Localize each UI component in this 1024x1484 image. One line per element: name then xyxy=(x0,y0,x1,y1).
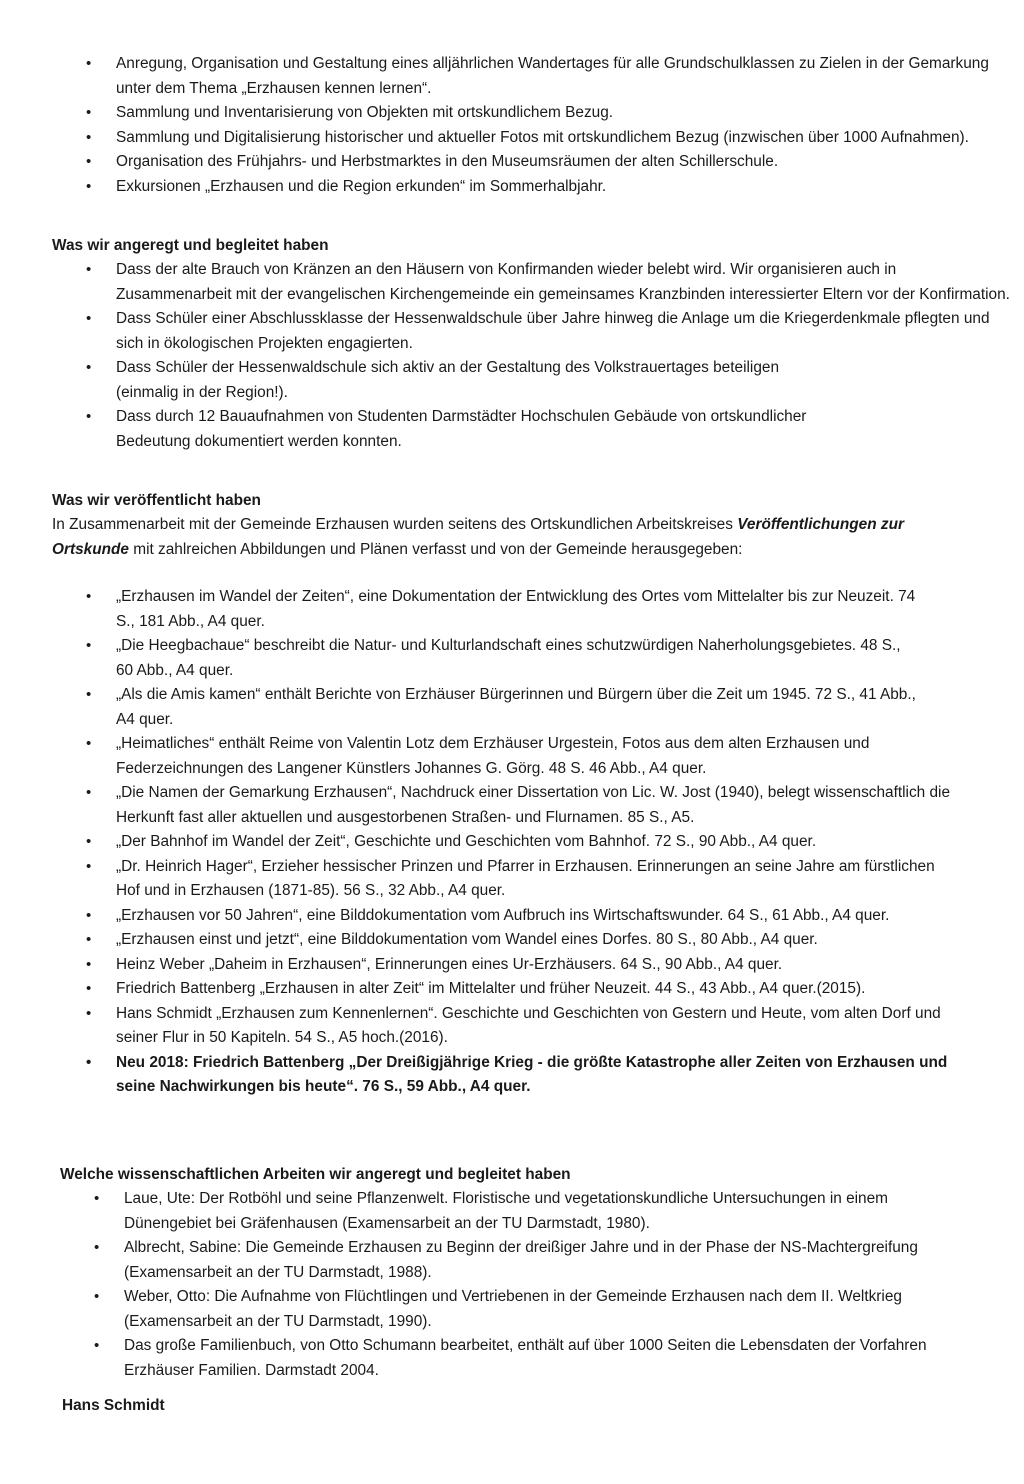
list-item: • Exkursionen „Erzhausen und die Region erkunden“ im Sommerhalbjahr. xyxy=(52,175,1012,200)
bullet-icon: • xyxy=(86,906,92,924)
list-item: • „Erzhausen im Wandel der Zeiten“, eine Dokumentation der Entwicklung des Ortes vom Mittelalter bis zur Neuzeit. 74 S., 181 Abb., A4 quer. xyxy=(52,585,962,634)
bullet-icon: • xyxy=(86,261,92,278)
bullet-icon: • xyxy=(86,588,92,605)
bullet-icon: • xyxy=(94,1239,100,1256)
list-item: • Organisation des Frühjahrs- und Herbstmarktes in den Museumsräumen der alten Schillerschule. xyxy=(52,150,1012,175)
bullet-icon: • xyxy=(94,1288,100,1305)
bullet-icon: • xyxy=(86,980,92,997)
series-title: Veröffentlichungen zur Ortskunde xyxy=(52,516,904,558)
list-item: • Friedrich Battenberg „Erzhausen in alter Zeit“ im Mittelalter und früher Neuzeit. 44 S., 43 Abb., A4 quer.(2015). xyxy=(52,977,962,1002)
list-item: • Dass Schüler einer Abschlussklasse der Hessenwaldschule über Jahre hinweg die Anlage um die Kriegerdenkmale pflegten und sich in ökologischen Projekten engagierten. xyxy=(52,307,1012,356)
list-item: • Anregung, Organisation und Gestaltung eines alljährlichen Wandertages für alle Grundschulklassen zu Zielen in der Gemarkung unter dem Thema „Erzhausen kennen lernen“. xyxy=(52,52,1012,101)
bullet-icon: • xyxy=(86,735,92,752)
bullet-icon: • xyxy=(86,1053,92,1071)
author-signature: Hans Schmidt xyxy=(62,1397,165,1414)
section-heading-wissenschaftlich: Welche wissenschaftlichen Arbeiten wir angeregt und begleitet haben xyxy=(60,1166,571,1183)
bullet-icon: • xyxy=(86,857,92,875)
list-item: • Dass der alte Brauch von Kränzen an den Häusern von Konfirmanden wieder belebt wird. Wir organisieren auch in Zusammenarbeit mit der evangelischen Kirchengemeinde ein gemeinsames Kranzbinden interessierter Eltern vor der Konfirmation. xyxy=(52,258,1012,307)
list-item: • „Heimatliches“ enthält Reime von Valentin Lotz dem Erzhäuser Urgestein, Fotos aus dem alten Erzhausen und Federzeichnungen des Langener Künstlers Johannes G. Görg. 48 S. 46 Abb., A4 quer. xyxy=(52,732,962,781)
list-item: • „Als die Amis kamen“ enthält Berichte von Erzhäuser Bürgerinnen und Bürgern über die Zeit um 1945. 72 S., 41 Abb., A4 quer. xyxy=(52,683,962,732)
bullet-icon: • xyxy=(86,784,92,801)
bullet-icon: • xyxy=(86,686,92,703)
list-item: • Sammlung und Digitalisierung historischer und aktueller Fotos mit ortskundlichem Bezug (inzwischen über 1000 Aufnahmen). xyxy=(52,126,1012,151)
bullet-icon: • xyxy=(86,104,92,121)
section-heading-veroeffentlicht: Was wir veröffentlicht haben xyxy=(52,492,261,509)
bullet-icon: • xyxy=(86,359,92,376)
list-item: • Heinz Weber „Daheim in Erzhausen“, Erinnerungen eines Ur-Erzhäusers. 64 S., 90 Abb., A4 quer. xyxy=(52,953,962,978)
list-item: • „Die Namen der Gemarkung Erzhausen“, Nachdruck einer Dissertation von Lic. W. Jost (1940), belegt wissenschaftlich die Herkunft fast aller aktuellen und ausgestorbenen Straßen- und Flurnamen. 85 S., A5. xyxy=(52,781,962,830)
list-item: • Dass durch 12 Bauaufnahmen von Studenten Darmstädter Hochschulen Gebäude von ortskundlicher Bedeutung dokumentiert werden konnten. xyxy=(52,405,1012,454)
supported-list xyxy=(52,258,1012,454)
publications-list xyxy=(52,585,962,1100)
bullet-icon: • xyxy=(86,833,92,850)
bullet-icon: • xyxy=(86,310,92,327)
bullet-icon: • xyxy=(94,1337,100,1354)
list-item: • „Erzhausen vor 50 Jahren“, eine Bilddokumentation vom Aufbruch ins Wirtschaftswunder. 64 S., 61 Abb., A4 quer. xyxy=(52,904,962,929)
research-list xyxy=(60,1187,960,1383)
list-item: • Hans Schmidt „Erzhausen zum Kennenlernen“. Geschichte und Geschichten von Gestern und Heute, vom alten Dorf und seiner Flur in 50 Kapiteln. 54 S., A5 hoch.(2016). xyxy=(52,1002,962,1051)
publications-intro: In Zusammenarbeit mit der Gemeinde Erzhausen wurden seitens des Ortskundlichen Arbeitskreises Veröffentlichungen zur Ortskunde mit zahlreichen Abbildungen und Plänen verfasst und von der Gemeinde herausgegeben: xyxy=(52,516,904,558)
list-item: • „Der Bahnhof im Wandel der Zeit“, Geschichte und Geschichten vom Bahnhof. 72 S., 90 Abb., A4 quer. xyxy=(52,830,962,855)
bullet-icon: • xyxy=(86,408,92,425)
list-item: • Sammlung und Inventarisierung von Objekten mit ortskundlichem Bezug. xyxy=(52,101,1012,126)
bullet-icon: • xyxy=(86,177,92,195)
activities-list xyxy=(52,52,1012,199)
list-item: • „Dr. Heinrich Hager“, Erzieher hessischer Prinzen und Pfarrer in Erzhausen. Erinnerungen an seine Jahre am fürstlichen Hof und in Erzhausen (1871-85). 56 S., 32 Abb., A4 quer. xyxy=(52,855,962,904)
list-item: • „Die Heegbachaue“ beschreibt die Natur- und Kulturlandschaft eines schutzwürdigen Naherholungsgebietes. 48 S., 60 Abb., A4 quer. xyxy=(52,634,962,683)
bullet-icon: • xyxy=(86,1004,92,1022)
list-item: • Dass Schüler der Hessenwaldschule sich aktiv an der Gestaltung des Volkstrauertages beteiligen (einmalig in der Region!). xyxy=(52,356,1012,405)
list-item: • Weber, Otto: Die Aufnahme von Flüchtlingen und Vertriebenen in der Gemeinde Erzhausen nach dem II. Weltkrieg (Examensarbeit an der TU Darmstadt, 1990). xyxy=(60,1285,960,1334)
list-item: • „Erzhausen einst und jetzt“, eine Bilddokumentation vom Wandel eines Dorfes. 80 S., 80 Abb., A4 quer. xyxy=(52,928,962,953)
bullet-icon: • xyxy=(86,637,92,654)
list-item: • Albrecht, Sabine: Die Gemeinde Erzhausen zu Beginn der dreißiger Jahre und in der Phase der NS-Machtergreifung (Examensarbeit an der TU Darmstadt, 1988). xyxy=(60,1236,960,1285)
bullet-icon: • xyxy=(86,55,92,72)
bullet-icon: • xyxy=(86,128,92,146)
bullet-icon: • xyxy=(94,1190,100,1207)
list-item-new-2018: • Neu 2018: Friedrich Battenberg „Der Dreißigjährige Krieg - die größte Katastrophe aller Zeiten von Erzhausen und seine Nachwirkungen bis heute“. 76 S., 59 Abb., A4 quer. xyxy=(52,1051,962,1100)
bullet-icon: • xyxy=(86,955,92,973)
list-item: • Laue, Ute: Der Rotböhl und seine Pflanzenwelt. Floristische und vegetationskundliche Untersuchungen in einem Dünengebiet bei Gräfenhausen (Examensarbeit an der TU Darmstadt, 1980). xyxy=(60,1187,960,1236)
section-heading-angeregt: Was wir angeregt und begleitet haben xyxy=(52,237,329,254)
list-item: • Das große Familienbuch, von Otto Schumann bearbeitet, enthält auf über 1000 Seiten die Lebensdaten der Vorfahren Erzhäuser Familien. Darmstadt 2004. xyxy=(60,1334,960,1383)
bullet-icon: • xyxy=(86,153,92,170)
bullet-icon: • xyxy=(86,931,92,948)
